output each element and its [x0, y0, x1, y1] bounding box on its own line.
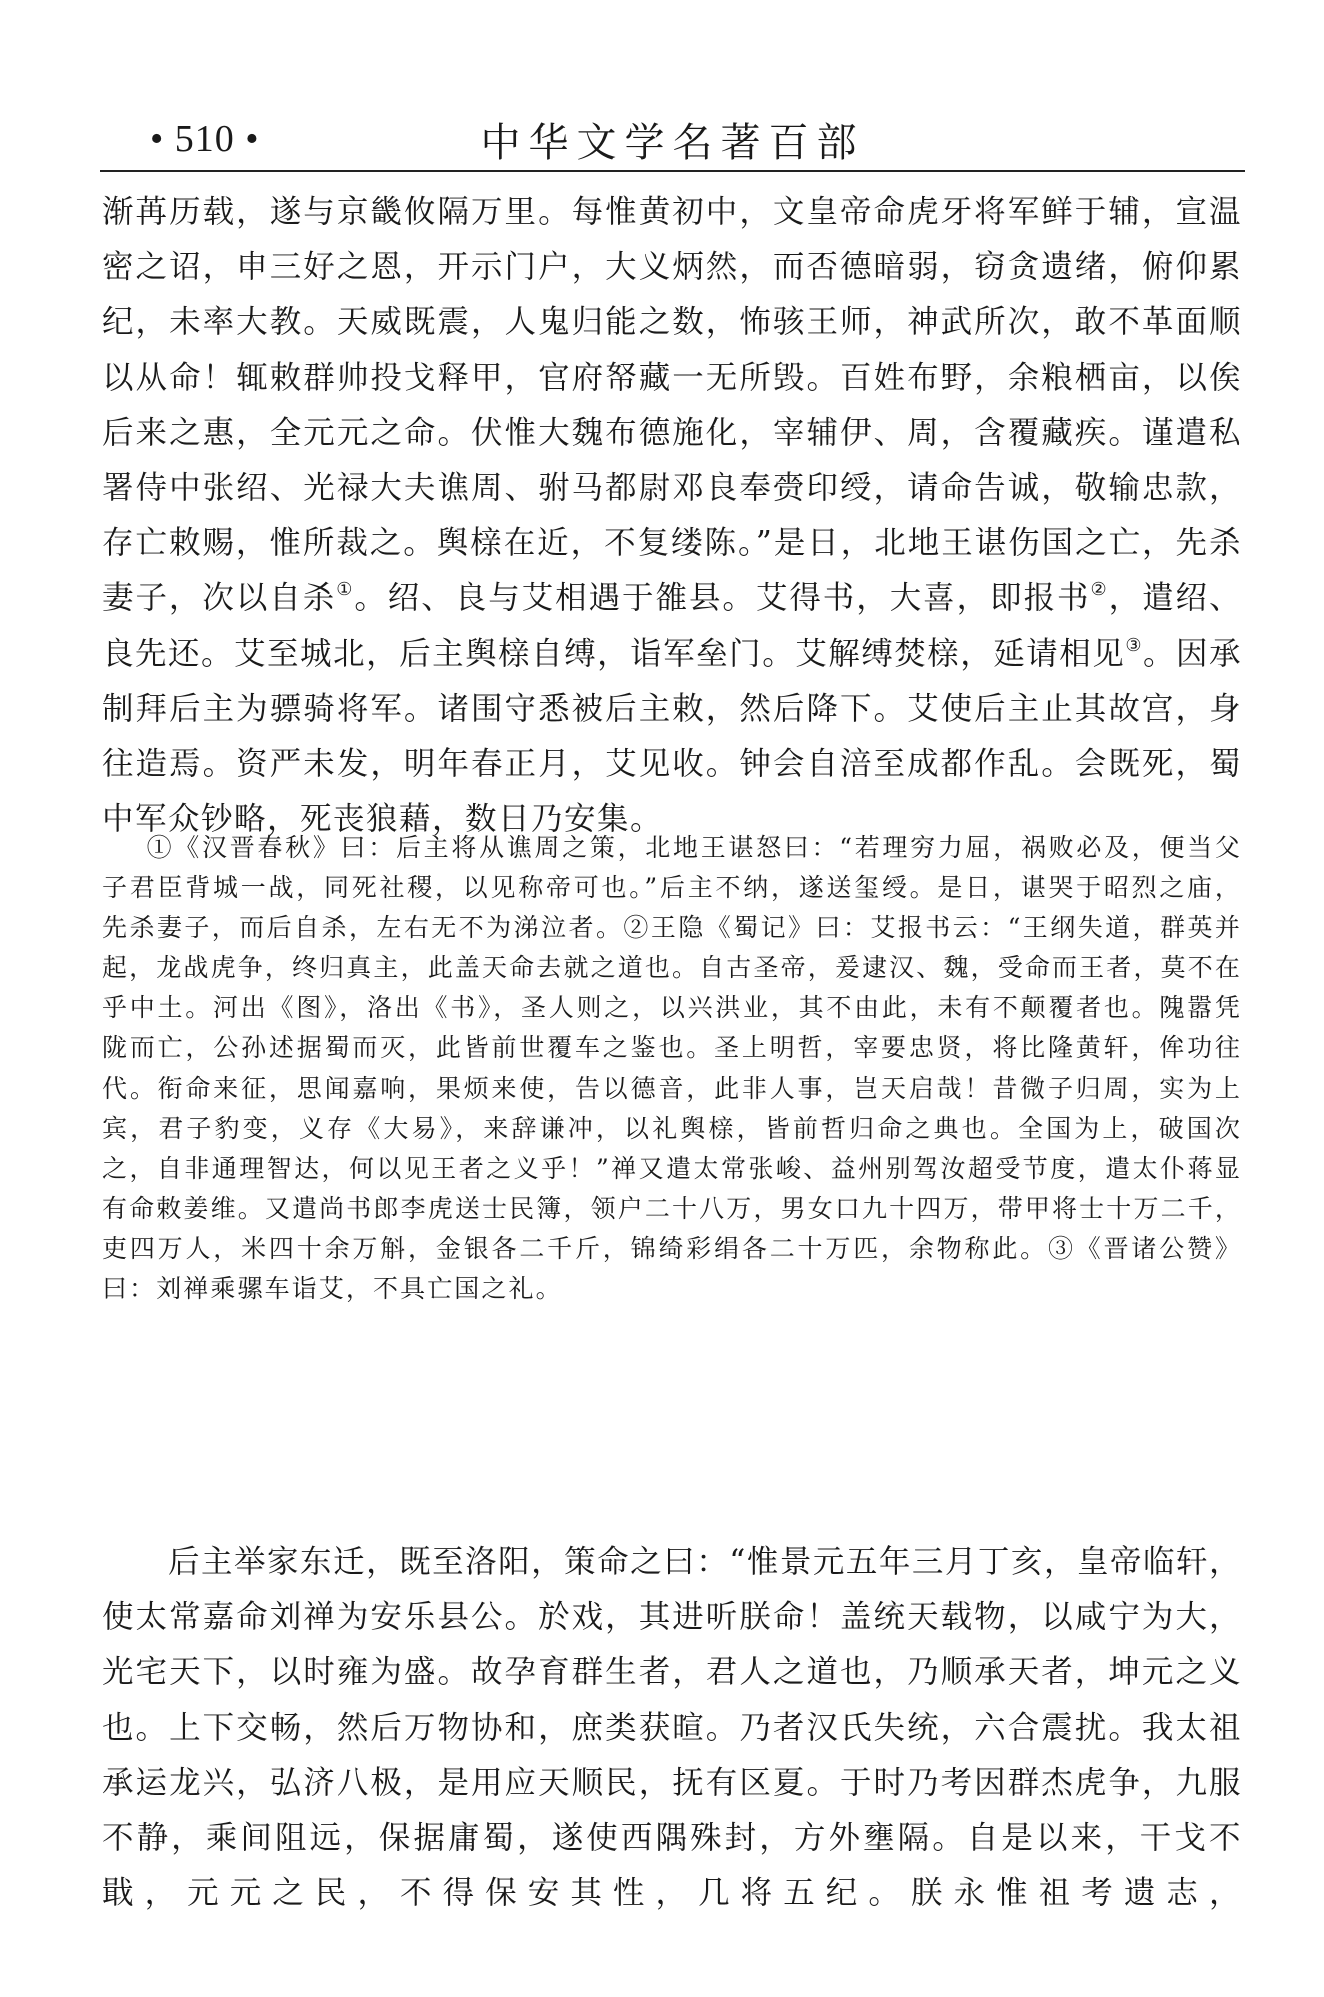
- footnote-marker-1: ①: [336, 579, 355, 601]
- text-segment: 。绍、良与艾相遇于雒县。艾得书，大喜，即报书: [354, 580, 1091, 617]
- footnote-marker-2: ②: [1090, 579, 1109, 601]
- paragraph-text: [102, 185, 1242, 847]
- text-segment: 。因承制拜后主为骠骑将军。诸围守悉被后主敕，然后降下。艾使后主止其故宫，身往造焉。资严未发，明年春正月，艾见收。钟会自涪至成都作乱。会既死，蜀中军众钞略，死丧狼藉，数日乃安集。: [102, 635, 1242, 838]
- text-segment: 渐苒历载，遂与京畿攸隔万里。每惟黄初中，文皇帝命虎牙将军鲜于辅，宣温密之诏，申三好之恩，开示门户，大义炳然，而否德暗弱，窃贪遗绪，俯仰累纪，未率大教。天威既震，人鬼归能之数，怖骇王师，神武所次，敢不革面顺以从命！辄敕群帅投戈释甲，官府帑藏一无所毁。百姓布野，余粮栖亩，以俟后来之惠，全元元之命。伏惟大魏布德施化，宰辅伊、周，含覆藏疾。谨遣私署侍中张绍、光禄大夫谯周、驸马都尉邓良奉赍印绶，请命告诚，敬输忠款，存亡敕赐，惟所裁之。舆榇在近，不复缕陈。”是日，北地王谌伤国之亡，先杀妻子，次以自杀: [102, 194, 1242, 617]
- text-segment: ，遣绍、良先还。艾至城北，后主舆榇自缚，诣军垒门。艾解缚焚榇，延请相见: [102, 580, 1242, 672]
- page-header: [100, 105, 1245, 165]
- footnotes-block: [102, 828, 1242, 1309]
- paragraph-text: [102, 1535, 1242, 1921]
- footnotes-content: ①《汉晋春秋》曰：后主将从谯周之策，北地王谌怒曰：“若理穷力屈，祸败必及，便当父子君臣背城一战，同死社稷，以见称帝可也。”后主不纳，遂送玺绶。是日，谌哭于昭烈之庙，先杀妻子，而后自杀，左右无不为涕泣者。②王隐《蜀记》曰：艾报书云：“王纲失道，群英并起，龙战虎争，终归真主，此盖天命去就之道也。自古圣帝，爰逮汉、魏，受命而王者，莫不在乎中土。河出《图》，洛出《书》，圣人则之，以兴洪业，其不由此，未有不颠覆者也。隗嚣凭陇而亡，公孙述据蜀而灭，此皆前世覆车之鉴也。圣上明哲，宰要忠贤，将比隆黄轩，侔功往代。衔命来征，思闻嘉响，果烦来使，告以德音，此非人事，岂天启哉！昔微子归周，实为上宾，君子豹变，义存《大易》，来辞谦冲，以礼舆榇，皆前哲归命之典也。全国为上，破国次之，自非通理智达，何以见王者之义乎！”禅又遣太常张峻、益州别驾汝超受节度，遣太仆蒋显有命敕姜维。又遣尚书郎李虎送士民簿，领户二十八万，男女口九十四万，带甲将士十万二千，吏四万人，米四十余万斛，金银各二千斤，锦绮彩绢各二十万匹，余物称此。③《晋诸公赞》曰：刘禅乘骡车诣艾，不具亡国之礼。: [102, 833, 1242, 1304]
- main-paragraph-2: [102, 1535, 1242, 1921]
- header-rule: [100, 170, 1245, 172]
- footnotes-text: [102, 828, 1242, 1309]
- running-title: 中华文学名著百部: [480, 120, 865, 166]
- page-number: • 510 •: [150, 118, 260, 160]
- main-paragraph-1: [102, 185, 1242, 847]
- footnote-marker-3: ③: [1125, 634, 1143, 656]
- text-segment: 后主举家东迁，既至洛阳，策命之曰：“惟景元五年三月丁亥，皇帝临轩，使太常嘉命刘禅为安乐县公。於戏，其进听朕命！盖统天载物，以咸宁为大，光宅天下，以时雍为盛。故孕育群生者，君人之道也，乃顺承天者，坤元之义也。上下交畅，然后万物协和，庶类获暄。乃者汉氏失统，六合震扰。我太祖承运龙兴，弘济八极，是用应天顺民，抚有区夏。于时乃考因群杰虎争，九服不静，乘间阻远，保据庸蜀，遂使西隅殊封，方外壅隔。自是以来，干戈不戢，元元之民，不得保安其性，几将五纪。朕永惟祖考遗志，: [102, 1544, 1242, 1912]
